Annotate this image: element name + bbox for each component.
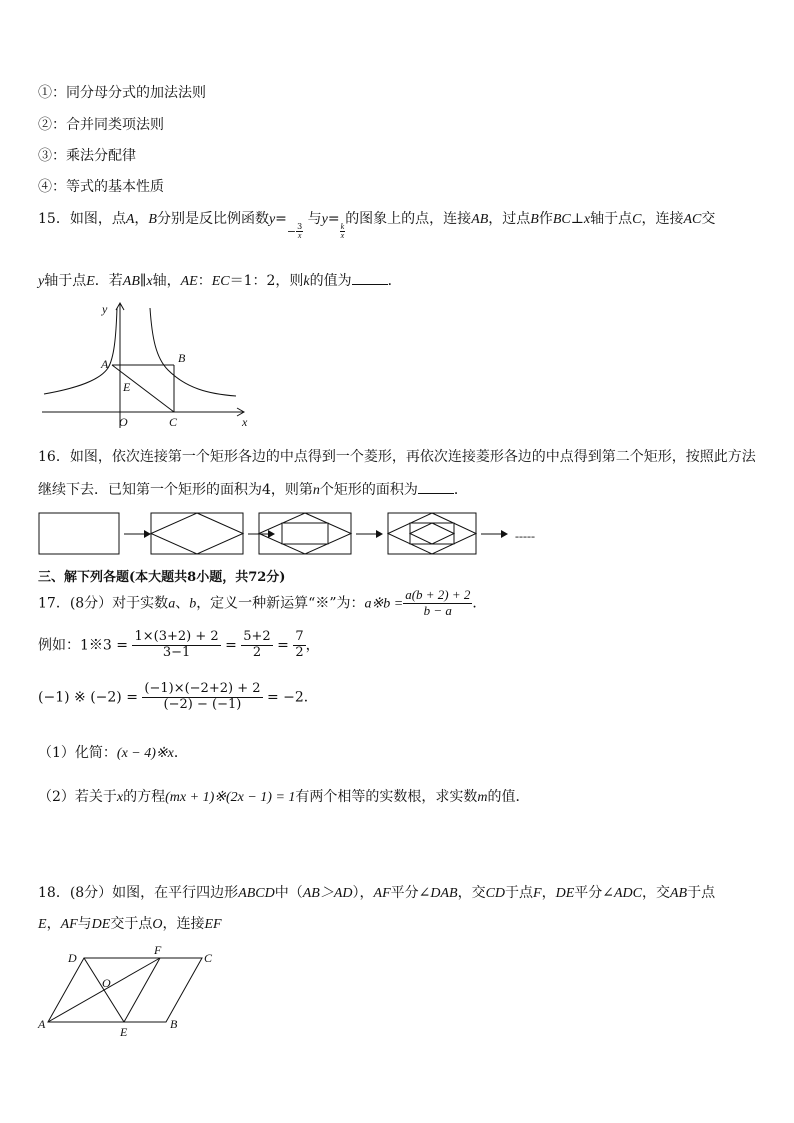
label-C: C [169, 415, 178, 429]
q15-figure [38, 298, 258, 434]
label-O: O [119, 415, 128, 429]
rectangle-4 [388, 513, 476, 554]
example1-fraction-c: $\frac{7}{2}$ [295, 629, 304, 660]
q18-figure [36, 942, 226, 1042]
arrowhead-4 [501, 530, 508, 538]
q15-line2: y轴于点E．若AB∥x轴，AE：EC＝1：2，则k的值为 ． [38, 273, 402, 289]
rule-4: ④：等式的基本性质 [38, 179, 164, 195]
label-A: A [38, 1017, 46, 1031]
segment-AC [112, 365, 174, 412]
label-E: E [120, 1025, 128, 1039]
example1-fraction-a: $\frac{1\times(3+2) + 2}{3-1}$ [134, 629, 219, 660]
label-F: F [154, 943, 162, 957]
inner-rhombus-4 [410, 523, 454, 544]
label-A: A [101, 357, 109, 371]
segment-DE [84, 958, 124, 1022]
label-C: C [204, 951, 213, 965]
parallelogram-ABCD [48, 958, 202, 1022]
continuation-dashes: ----- [515, 529, 535, 543]
section-heading: 三、解下列各题(本大题共8小题，共72分) [38, 570, 286, 585]
example2-fraction: $\frac{(-1)\times(-2+2) + 2}{(-2) - (-1)}$ [144, 681, 261, 712]
arrowhead-1 [144, 530, 151, 538]
answer-blank [418, 481, 454, 494]
rule-3: ③：乘法分配律 [38, 148, 136, 164]
q17-example2: (−1) ※ (−2) = $\frac{(-1)\times(-2+2) + 2}{(-2) - (-1)}$ = −2． [38, 681, 318, 712]
q17-part1: （1）化简：(x − 4)※x． [38, 745, 188, 761]
q15-line1: 15．如图，点A，B分别是反比例函数$y=_-$ $\frac{3}{x}$ 与y= $\frac{k}{x}$ 的图象上的点，连接AB，过点B作BC⊥x轴于点C，连接AC交 [38, 211, 716, 240]
label-O: O [102, 976, 111, 990]
q16-line2: 继续下去．已知第一个矩形的面积为4，则第n个矩形的面积为 ． [38, 482, 468, 498]
rectangle-2 [151, 513, 243, 554]
label-B: B [170, 1017, 178, 1031]
arrowhead-2 [268, 530, 275, 538]
answer-blank [352, 272, 388, 285]
arrowhead-3 [376, 530, 383, 538]
hyperbola-right [150, 308, 236, 396]
hyperbola-left [44, 308, 117, 394]
rhombus-4 [388, 513, 476, 554]
label-E: E [123, 380, 131, 394]
label-B: B [178, 351, 186, 365]
q17-example1: 例如：1※3 = $\frac{1\times(3+2) + 2}{3-1}$ = $\frac{5+2}{2}$ = $\frac{7}{2}$ ， [38, 629, 320, 660]
q17-intro: 17．(8分）对于实数a、b，定义一种新运算“※”为：a※b = $\frac{a(b + 2) + 2}{b - a}$ ． [38, 587, 487, 618]
fraction-k-over-x: $\frac{k}{x}$ [340, 221, 345, 240]
label-D: D [68, 951, 77, 965]
fraction-3-over-x: $\frac{3}{x}$ [297, 221, 303, 240]
rule-2: ②：合并同类项法则 [38, 117, 164, 133]
definition-fraction: $\frac{a(b + 2) + 2}{b - a}$ [405, 587, 471, 618]
label-y: y [102, 302, 108, 316]
inner-rectangle-3 [282, 523, 328, 544]
rhombus-2 [151, 513, 243, 554]
label-x: x [242, 415, 248, 429]
segment-EF [124, 958, 160, 1022]
example1-fraction-b: $\frac{5+2}{2}$ [243, 629, 271, 660]
q18-line1: 18．(8分）如图，在平行四边形ABCD中（AB＞AD），AF平分∠DAB，交CD于点F，DE平分∠ADC，交AB于点 [38, 885, 716, 901]
rule-1: ①：同分母分式的加法法则 [38, 85, 206, 101]
q18-line2: E，AF与DE交于点O，连接EF [38, 916, 222, 932]
q16-line1: 16．如图，依次连接第一个矩形各边的中点得到一个菱形，再依次连接菱形各边的中点得到第二个矩形，按照此方法 [38, 449, 756, 465]
q17-part2: （2）若关于x的方程(mx + 1)※(2x − 1) = 1有两个相等的实数根，求实数m的值． [38, 789, 530, 805]
inner-rectangle-4 [410, 523, 454, 544]
q16-figure [38, 510, 558, 558]
rectangle-1 [39, 513, 119, 554]
